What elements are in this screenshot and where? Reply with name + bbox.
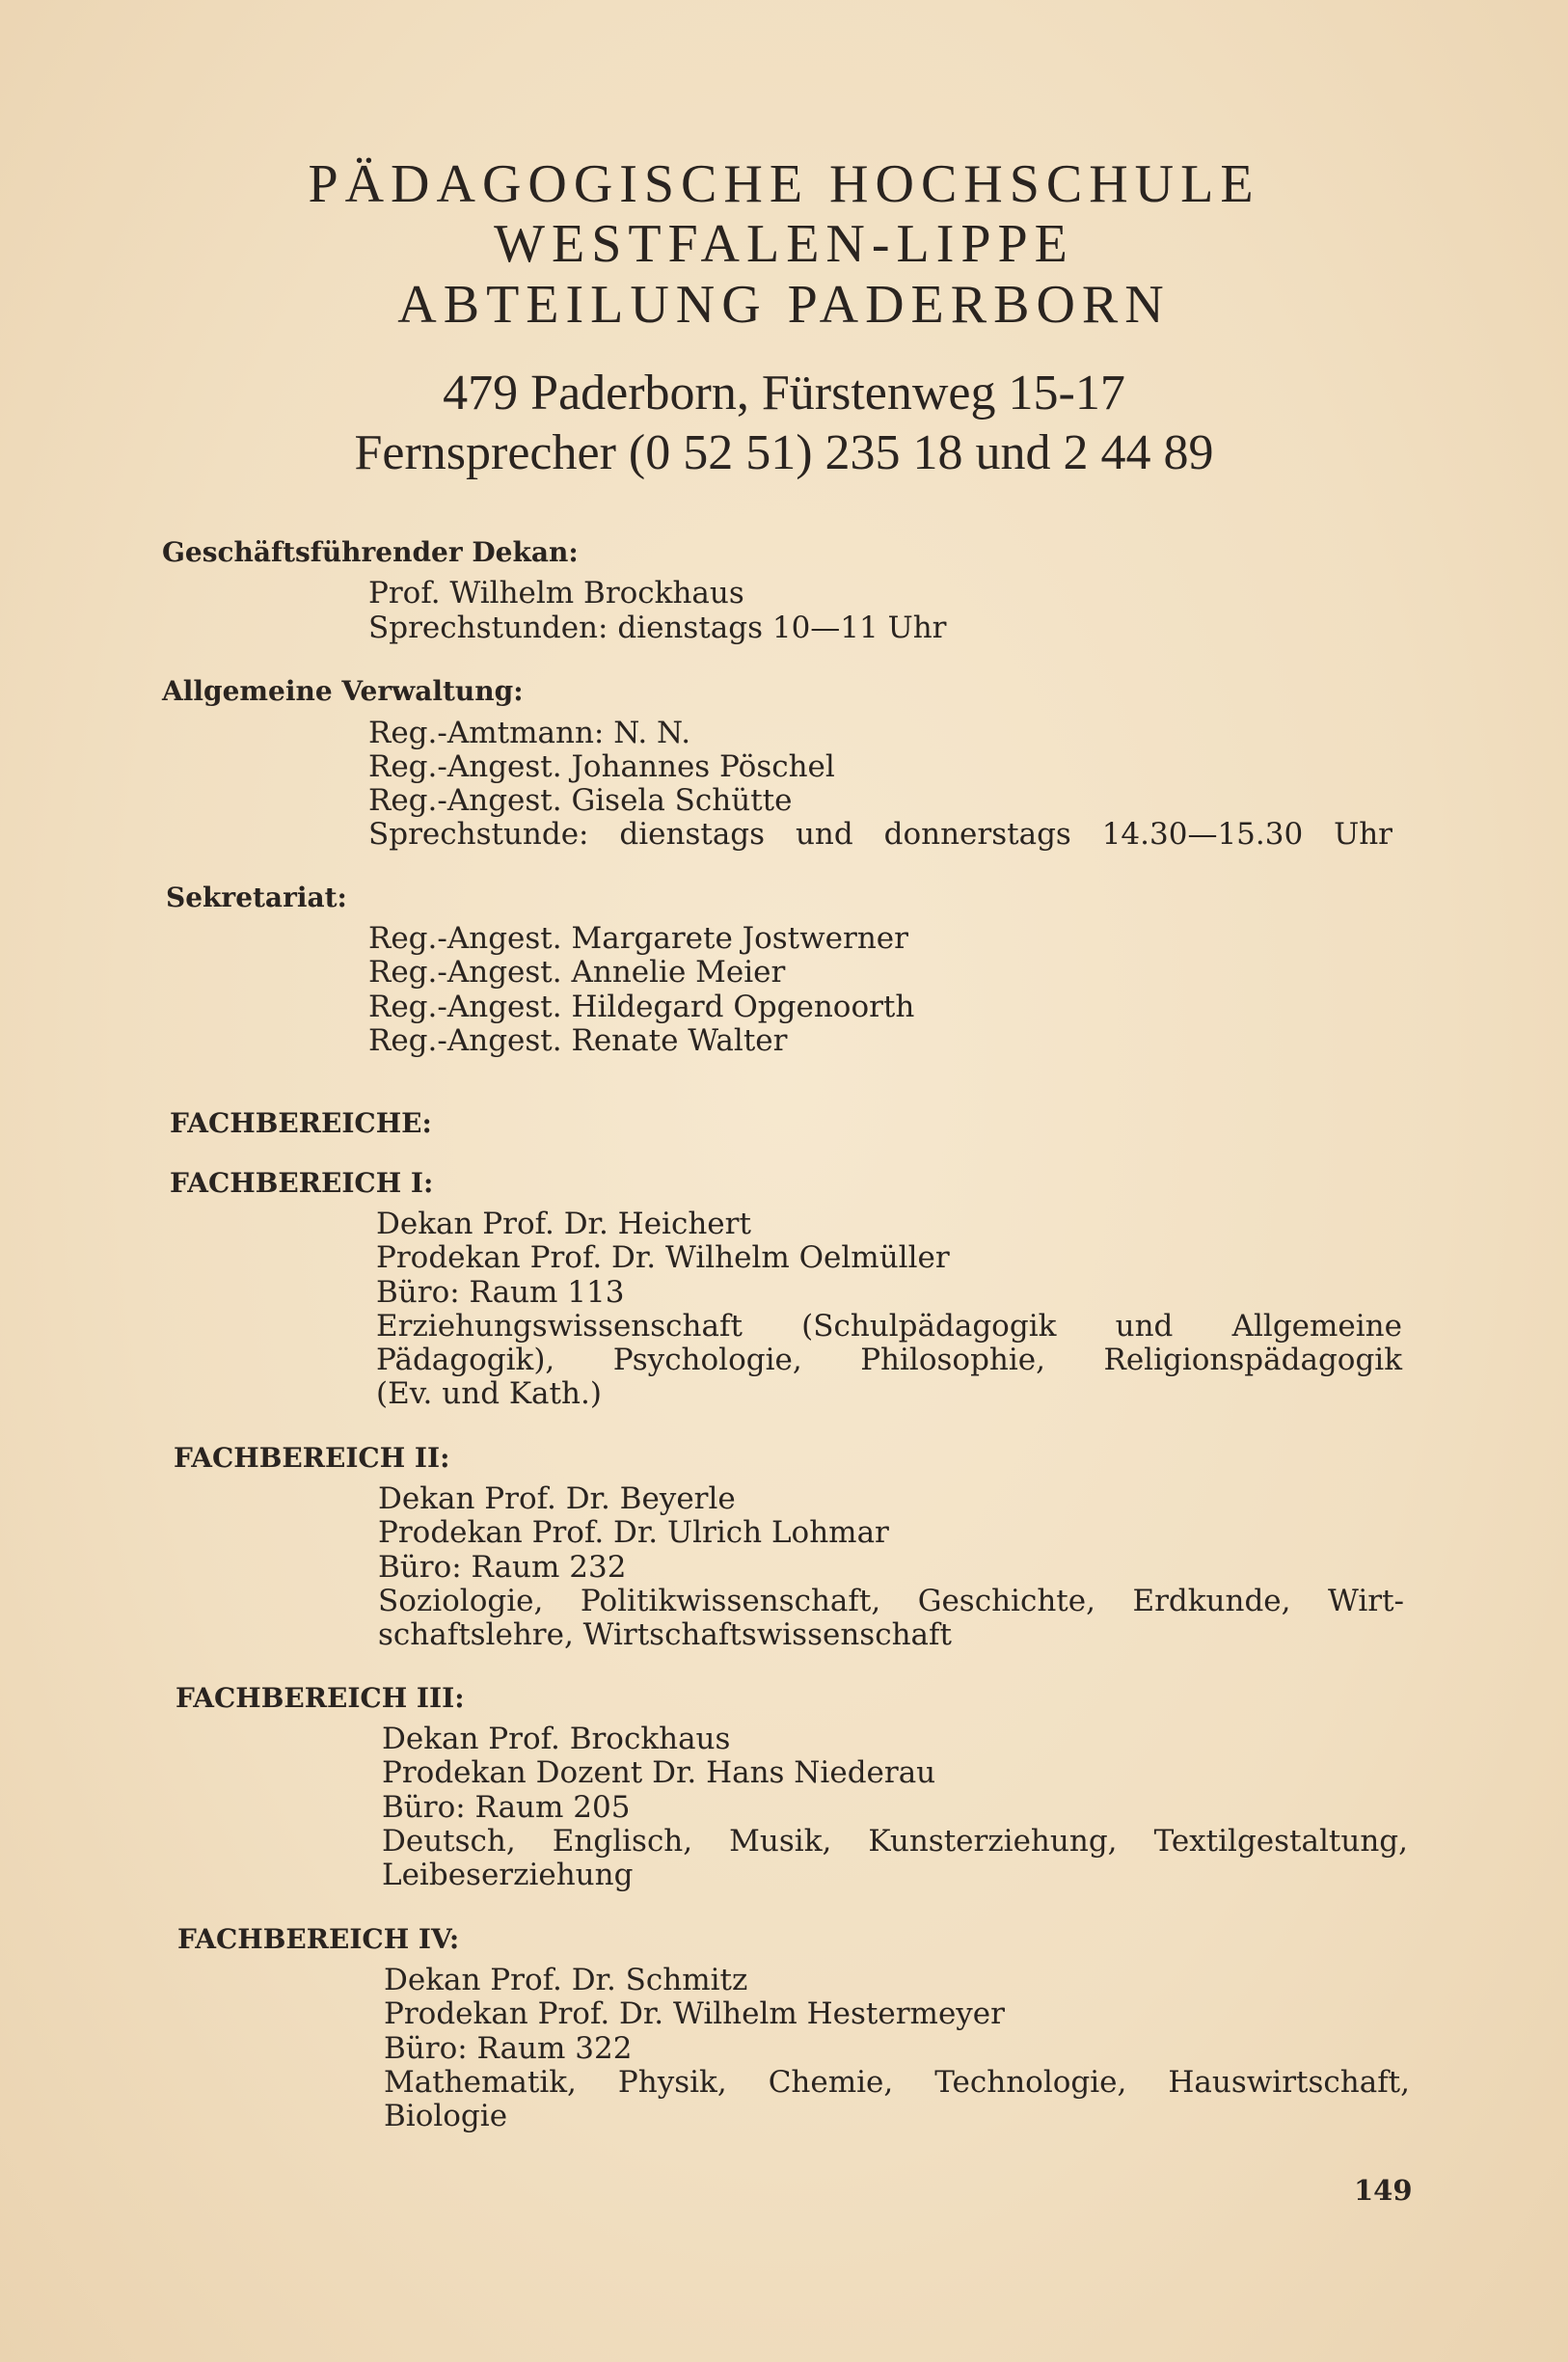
fachbereich-line: Büro: Raum 205 bbox=[382, 1790, 631, 1825]
fachbereich-line: Prodekan Prof. Dr. Wilhelm Hestermeyer bbox=[384, 1996, 1005, 2031]
fachbereich-line: Pädagogik), Psychologie, Philosophie, Religionspädagogik bbox=[376, 1343, 1402, 1377]
dekan-heading: Geschäftsführender Dekan: bbox=[162, 536, 579, 568]
institution-title-line1: PÄDAGOGISCHE HOCHSCHULE bbox=[308, 154, 1260, 214]
fachbereich-line: (Ev. und Kath.) bbox=[376, 1376, 602, 1411]
verwaltung-heading: Allgemeine Verwaltung: bbox=[162, 675, 524, 707]
fachbereich-line: Prodekan Prof. Dr. Ulrich Lohmar bbox=[378, 1515, 889, 1550]
verwaltung-line: Reg.-Angest. Johannes Pöschel bbox=[368, 749, 835, 784]
institution-title-line3: ABTEILUNG PADERBORN bbox=[397, 275, 1171, 335]
dekan-line: Sprechstunden: dienstags 10—11 Uhr bbox=[368, 611, 947, 645]
fachbereich-heading: FACHBEREICH II: bbox=[174, 1442, 450, 1474]
sekretariat-line: Reg.-Angest. Annelie Meier bbox=[368, 955, 786, 990]
fachbereich-line: Dekan Prof. Dr. Beyerle bbox=[378, 1481, 736, 1516]
verwaltung-line: Sprechstunde: dienstags und donnerstags 14.30—15.30 Uhr bbox=[368, 817, 1392, 852]
fachbereich-line: Leibeserziehung bbox=[382, 1858, 634, 1892]
fachbereich-line: schaftslehre, Wirtschaftswissenschaft bbox=[378, 1617, 952, 1652]
sekretariat-line: Reg.-Angest. Renate Walter bbox=[368, 1023, 788, 1058]
institution-title-line2: WESTFALEN-LIPPE bbox=[494, 214, 1074, 274]
verwaltung-line: Reg.-Angest. Gisela Schütte bbox=[368, 783, 793, 818]
dekan-line: Prof. Wilhelm Brockhaus bbox=[368, 576, 744, 611]
verwaltung-line: Reg.-Amtmann: N. N. bbox=[368, 716, 691, 750]
fachbereich-line: Mathematik, Physik, Chemie, Technologie, Hauswirtschaft, bbox=[384, 2065, 1410, 2100]
fachbereich-heading: FACHBEREICH IV: bbox=[177, 1923, 460, 1955]
fachbereich-heading: FACHBEREICH III: bbox=[176, 1682, 465, 1714]
address-line: 479 Paderborn, Fürstenweg 15-17 bbox=[443, 366, 1125, 421]
fachbereich-line: Dekan Prof. Dr. Schmitz bbox=[384, 1963, 748, 1997]
fachbereich-line: Erziehungswissenschaft (Schulpädagogik und Allgemeine bbox=[376, 1309, 1402, 1344]
sekretariat-heading: Sekretariat: bbox=[166, 882, 347, 913]
fachbereich-line: Soziologie, Politikwissenschaft, Geschichte, Erdkunde, Wirt- bbox=[378, 1584, 1404, 1618]
fachbereich-line: Büro: Raum 113 bbox=[376, 1275, 625, 1310]
fachbereich-heading: FACHBEREICH I: bbox=[170, 1167, 434, 1199]
fachbereiche-heading: FACHBEREICHE: bbox=[170, 1107, 432, 1139]
sekretariat-line: Reg.-Angest. Margarete Jostwerner bbox=[368, 921, 908, 956]
page-number: 149 bbox=[1354, 2174, 1413, 2207]
fachbereich-line: Büro: Raum 232 bbox=[378, 1550, 627, 1585]
fachbereich-line: Deutsch, Englisch, Musik, Kunsterziehung, Textilgestaltung, bbox=[382, 1824, 1408, 1859]
fachbereich-line: Biologie bbox=[384, 2099, 508, 2133]
fachbereich-line: Prodekan Dozent Dr. Hans Niederau bbox=[382, 1755, 936, 1790]
fachbereich-line: Prodekan Prof. Dr. Wilhelm Oelmüller bbox=[376, 1240, 950, 1275]
fachbereich-line: Büro: Raum 322 bbox=[384, 2031, 633, 2066]
sekretariat-line: Reg.-Angest. Hildegard Opgenoorth bbox=[368, 990, 915, 1024]
fachbereich-line: Dekan Prof. Brockhaus bbox=[382, 1722, 731, 1756]
fachbereich-line: Dekan Prof. Dr. Heichert bbox=[376, 1207, 751, 1241]
phone-line: Fernsprecher (0 52 51) 235 18 und 2 44 89 bbox=[354, 425, 1214, 480]
